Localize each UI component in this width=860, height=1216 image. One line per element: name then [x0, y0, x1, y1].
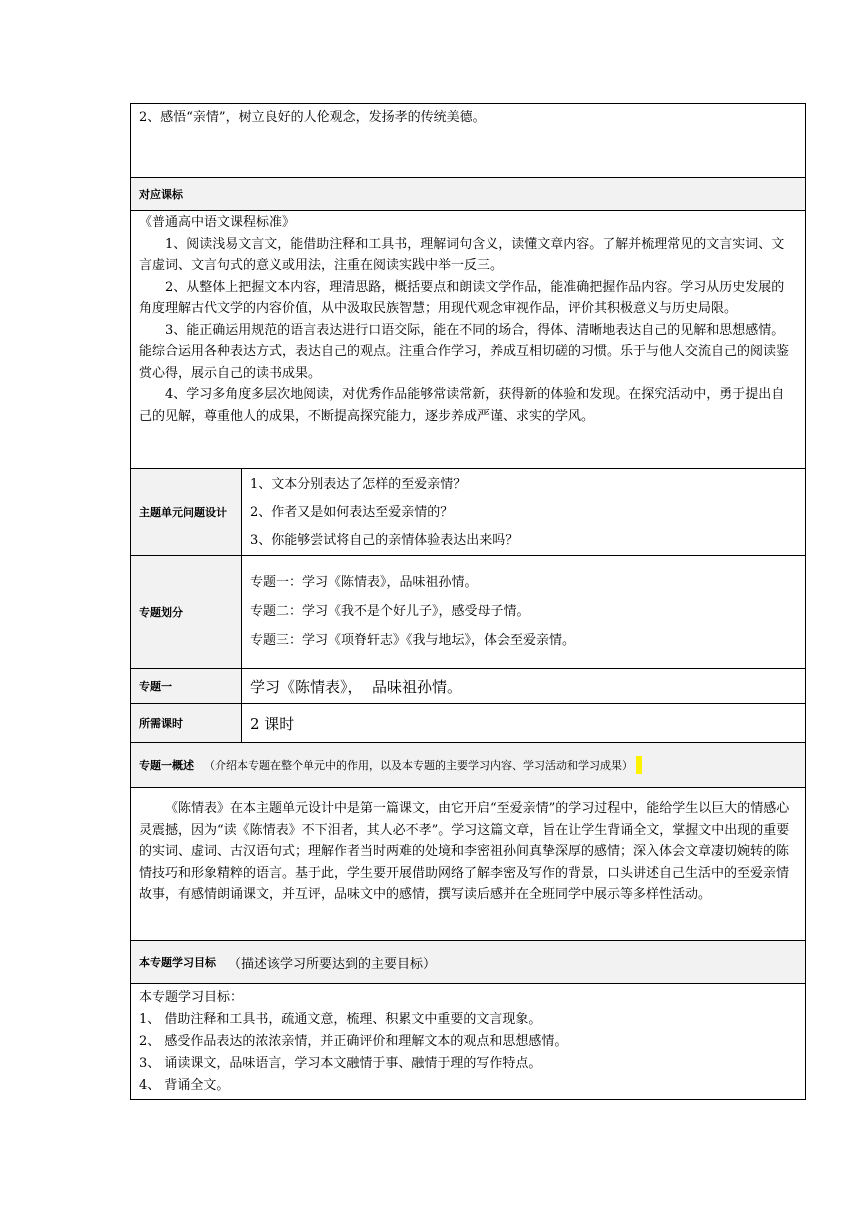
overview-body: 《陈情表》在本主题单元设计中是第一篇课文，由它开启“至爱亲情”的学习过程中，能给学生以巨大的情感心灵震撼，因为“读《陈情表》不下泪者，其人必不孝”。学习这篇文章，旨在让学生背诵全文，掌握文中出现的重要的实词、虚词、古汉语句式；理解作者当时两难的处境和李密祖孙间真挚深厚的感情；深入体会文章凄切婉转的陈情技巧和形象精粹的语言。基于此，学生要开展借助网络了解李密及写作的背景，口头讲述自己生活中的至爱亲情故事，有感情朗诵课文，并互评，品味文中的感情，撰写读后感并在全班同学中展示等多样性活动。: [139, 801, 790, 902]
topic-item: 专题一：学习《陈情表》，品味祖孙情。: [250, 575, 478, 590]
goal-line: 2、感悟“亲情”，树立良好的人伦观念，发扬孝的传统美德。: [139, 110, 486, 125]
goal-item: 4、 背诵全文。: [139, 1078, 230, 1093]
standard-item: 4、学习多角度多层次地阅读，对优秀作品能够常读常新，获得新的体验和发现。在探究活动中，勇于提出自己的见解，尊重他人的成果，不断提高探究能力，逐步养成严谨、求实的学风。: [139, 387, 785, 424]
standard-item: 1、阅读浅易文言文，能借助注释和工具书，理解词句含义，读懂文章内容。了解并梳理常见的文言实词、文言虚词、文言句式的意义或用法，注重在阅读实践中举一反三。: [139, 236, 785, 273]
lesson-plan-table: [130, 103, 806, 1100]
standard-item: 2、从整体上把握文本内容，理清思路，概括要点和朗读文学作品，能准确把握作品内容。学习从历史发展的角度理解古代文学的内容价值，从中汲取民族智慧；用现代观念审视作品，评价其积极意义与历史局限。: [139, 279, 785, 316]
topic-one-label: 专题一: [131, 669, 242, 703]
goal-item: 3、 诵读课文，品味语言，学习本文融情于事、融情于理的写作特点。: [139, 1056, 542, 1071]
questions-list: [242, 469, 805, 555]
standards-title: 《普通高中语文课程标准》: [139, 215, 296, 230]
topic-one-value: 学习《陈情表》， 品味祖孙情。: [250, 677, 463, 696]
topics-label: 专题划分: [131, 556, 242, 668]
overview-cell: [130, 787, 806, 940]
topics-row: [130, 555, 806, 668]
goal-item: 2、 感受作品表达的浓浓亲情，并正确评价和理解文本的观点和思想感情。: [139, 1034, 568, 1049]
hours-row: [130, 703, 806, 742]
questions-row: [130, 468, 806, 555]
goal-item: 1、 借助注释和工具书，疏通文意，梳理、积累文中重要的文言现象。: [139, 1012, 542, 1027]
question-item: 2、作者又是如何表达至爱亲情的？: [250, 505, 454, 520]
standard-item: 3、能正确运用规范的语言表达进行口语交际，能在不同的场合，得体、清晰地表达自己的见解和思想感情。能综合运用各种表达方式，表达自己的观点。注重合作学习，养成互相切磋的习惯。乐于与他人交流自己的阅读鉴赏心得，展示自己的读书成果。: [139, 322, 790, 381]
overview-header-label: 专题一概述: [139, 759, 194, 772]
questions-label: 主题单元问题设计: [131, 469, 242, 555]
standards-header: [130, 177, 806, 210]
goals-cell: [130, 983, 806, 1100]
topic-one-row: [130, 668, 806, 703]
goals-note: （描述该学习所要达到的主要目标）: [228, 956, 437, 972]
hours-label: 所需课时: [131, 704, 242, 742]
highlight-mark: [636, 756, 642, 774]
goals-header-label: 本专题学习目标: [139, 956, 216, 969]
question-item: 1、文本分别表达了怎样的至爱亲情？: [250, 477, 467, 492]
topic-item: 专题二：学习《我不是个好儿子》，感受母子情。: [250, 604, 530, 619]
overview-note: （介绍本专题在整个单元中的作用，以及本专题的主要学习内容、学习活动和学习成果）: [204, 759, 633, 772]
question-item: 3、你能够尝试将自己的亲情体验表达出来吗？: [250, 533, 519, 548]
hours-value: 2 课时: [250, 714, 295, 733]
goals-intro: 本专题学习目标：: [139, 990, 244, 1005]
overview-header: [130, 742, 806, 787]
topics-list: [242, 556, 805, 668]
goals-header: [130, 940, 806, 983]
topic-item: 专题三：学习《项脊轩志》《我与地坛》，体会至爱亲情。: [250, 633, 576, 648]
goal-cell: [130, 103, 806, 177]
standards-header-label: 对应课标: [139, 188, 183, 201]
standards-cell: [130, 210, 806, 468]
